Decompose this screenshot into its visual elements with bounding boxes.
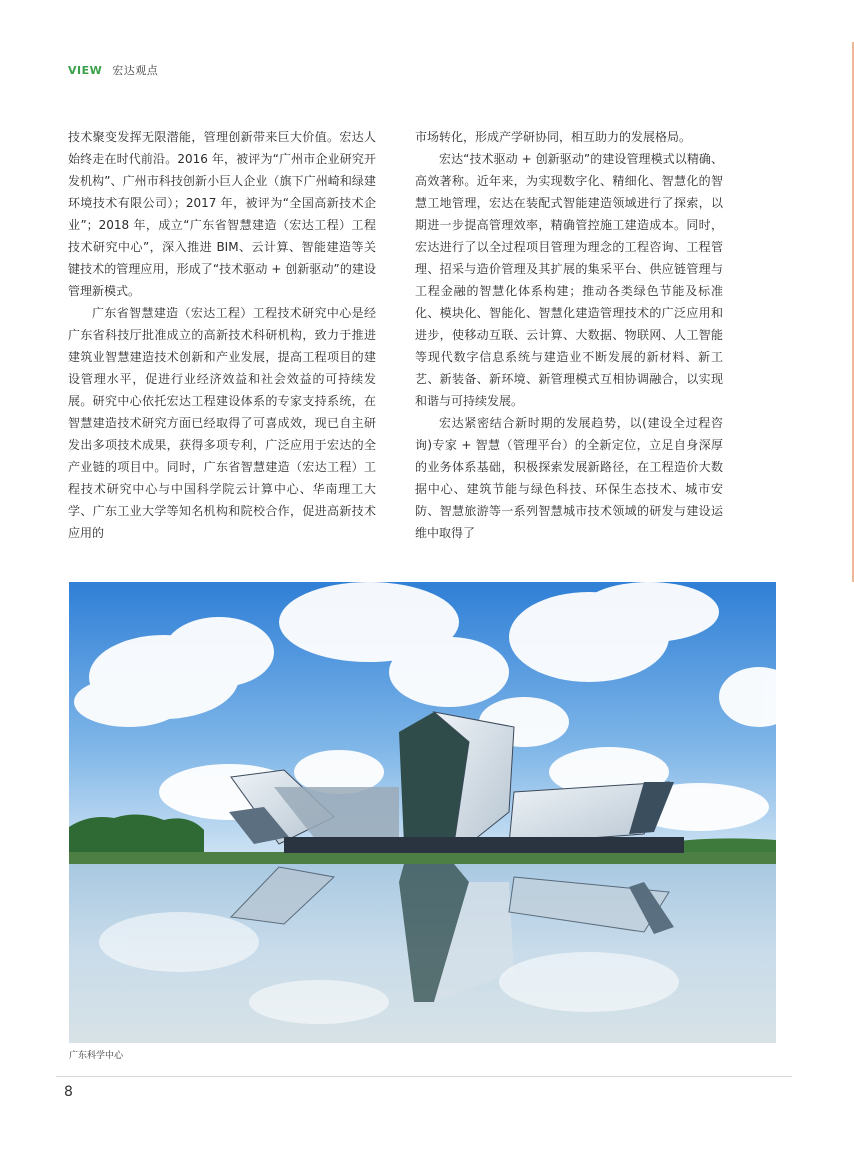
paragraph: 技术聚变发挥无限潜能，管理创新带来巨大价值。宏达人始终走在时代前沿。2016 年，被评为“广州市企业研究开发机构”、广州市科技创新小巨人企业（旗下广州崎和绿建环境技术有限公司）；2017 年，被评为“全国高新技术企业”；2018 年，成立“广东省智慧建造（宏达工程）工程技术研究中心”，深入推进 BIM、云计算、智能建造等关键技术的管理应用，形成了“技术驱动 + 创新驱动”的建设管理新模式。: [68, 130, 376, 298]
left-text-column: [68, 126, 376, 544]
paragraph: 宏达紧密结合新时期的发展趋势，以(建设全过程咨询)专家 + 智慧（管理平台）的全新定位，立足自身深厚的业务体系基础，积极探索发展新路径，在工程造价大数据中心、建筑节能与绿色科技、环保生态技术、城市安防、智慧旅游等一系列智慧城市技术领域的研发与建设运维中取得了: [415, 416, 723, 540]
paragraph: 广东省智慧建造（宏达工程）工程技术研究中心是经广东省科技厅批准成立的高新技术科研机构，致力于推进建筑业智慧建造技术创新和产业发展，提高工程项目的建设管理水平，促进行业经济效益和社会效益的可持续发展。研究中心依托宏达工程建设体系的专家支持系统，在智慧建造技术研究方面已经取得了可喜成效，现已自主研发出多项技术成果，获得多项专利，广泛应用于宏达的全产业链的项目中。同时，广东省智慧建造（宏达工程）工程技术研究中心与中国科学院云计算中心、华南理工大学、广东工业大学等知名机构和院校合作，促进高新技术应用的: [68, 306, 376, 540]
photo-caption: 广东科学中心: [69, 1051, 124, 1061]
header-section: 宏达观点: [112, 64, 159, 77]
paragraph: 市场转化，形成产学研协同，相互助力的发展格局。: [415, 130, 692, 144]
right-text-column: [415, 126, 723, 544]
science-center-photo: [69, 582, 776, 1043]
footer-divider: [56, 1076, 792, 1077]
running-header: [68, 62, 158, 78]
paragraph: 宏达“技术驱动 + 创新驱动”的建设管理模式以精确、高效著称。近年来，为实现数字化、精细化、智慧化的智慧工地管理，宏达在装配式智能建造领域进行了探索，以期进一步提高管理效率，精确管控施工建造成本。同时，宏达进行了以全过程项目管理为理念的工程咨询、工程管理、招采与造价管理及其扩展的集采平台、供应链管理与工程金融的智慧化体系构建；推动各类绿色节能及标准化、模块化、智能化、智慧化建造管理技术的广泛应用和进步，使移动互联、云计算、大数据、物联网、人工智能等现代数字信息系统与建造业不断发展的新材料、新工艺、新装备、新环境、新管理模式互相协调融合，以实现和谐与可持续发展。: [415, 152, 723, 408]
header-tag: VIEW: [68, 64, 103, 77]
page-number: 8: [64, 1084, 73, 1100]
